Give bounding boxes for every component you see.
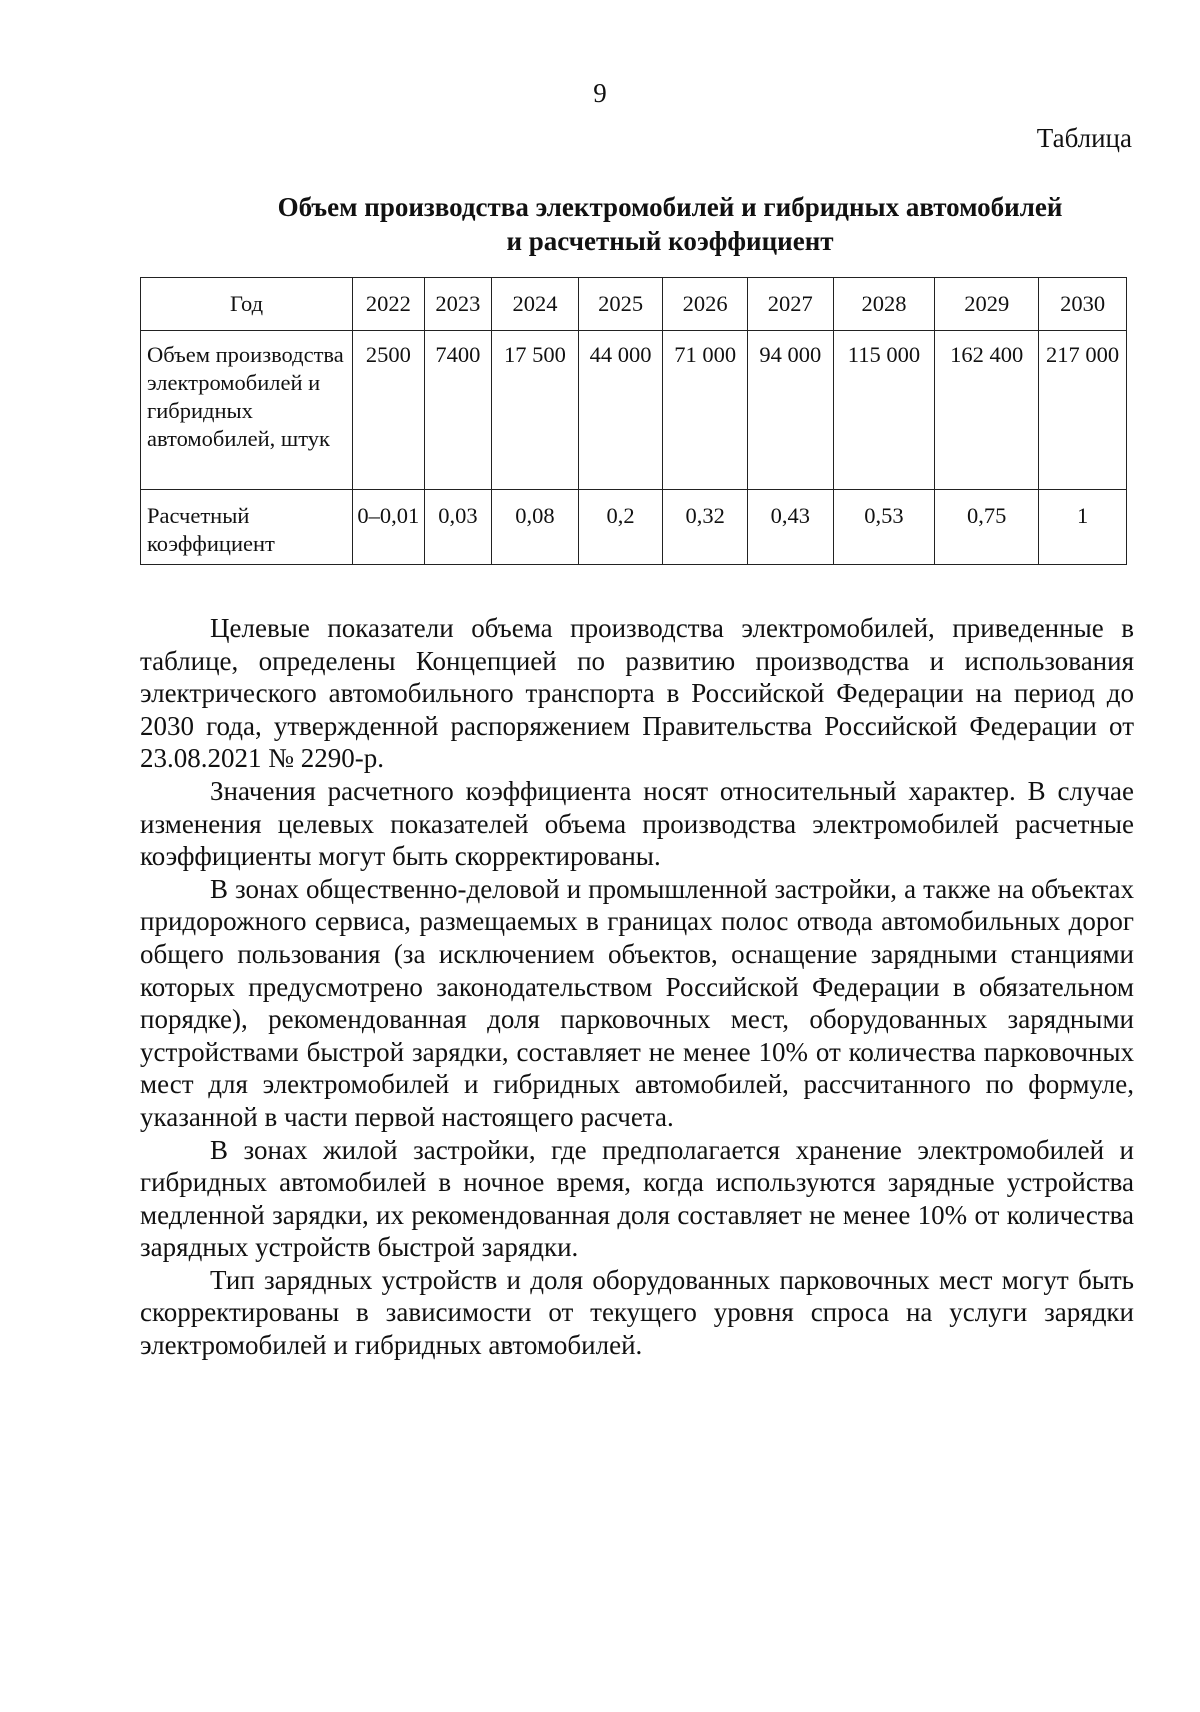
table-cell: 0–0,01	[352, 490, 424, 565]
table-cell: 44 000	[578, 331, 663, 490]
production-table	[140, 277, 1127, 565]
page-number: 9	[593, 78, 607, 108]
paragraph: Целевые показатели объема производства электромобилей, приведенные в таблице, определены Концепцией по развитию производства и использования электрического автомобильного транспорта в Российской Федерации на период до 2030 года, утвержденной распоряжением Правительства Российской Федерации от 23.08.2021 № 2290-р.	[140, 613, 1134, 774]
table-title-line-1: Объем производства электромобилей и гибридных автомобилей	[277, 192, 1063, 222]
table-row-volume	[141, 331, 1127, 490]
table-cell: 71 000	[663, 331, 748, 490]
table-cell: 94 000	[747, 331, 833, 490]
table-cell: 0,32	[663, 490, 748, 565]
table-cell: 0,75	[935, 490, 1039, 565]
header-cell-year: 2024	[492, 278, 579, 331]
table-header-row	[141, 278, 1127, 331]
table-cell: 217 000	[1039, 331, 1127, 490]
table-caption: Таблица	[1036, 123, 1132, 153]
table-title-line-2: и расчетный коэффициент	[506, 226, 834, 256]
row-label-volume: Объем производства электромобилей и гибридных автомобилей, штук	[141, 331, 353, 490]
header-cell-year: 2027	[747, 278, 833, 331]
header-cell-label: Год	[141, 278, 353, 331]
header-cell-year: 2030	[1039, 278, 1127, 331]
table-cell: 7400	[424, 331, 491, 490]
paragraph: Тип зарядных устройств и доля оборудованных парковочных мест могут быть скорректированы в зависимости от текущего уровня спроса на услуги зарядки электромобилей и гибридных автомобилей.	[140, 1264, 1134, 1361]
header-cell-year: 2028	[833, 278, 935, 331]
table-title	[0, 190, 1200, 258]
table-cell: 0,2	[578, 490, 663, 565]
header-cell-year: 2023	[424, 278, 491, 331]
paragraph: В зонах жилой застройки, где предполагается хранение электромобилей и гибридных автомобилей в ночное время, когда используются зарядные устройства медленной зарядки, их рекомендованная доля составляет не менее 10% от количества зарядных устройств быстрой зарядки.	[140, 1134, 1134, 1263]
row-label-coefficient: Расчетный коэффициент	[141, 490, 353, 565]
header-cell-year: 2022	[352, 278, 424, 331]
header-cell-year: 2026	[663, 278, 748, 331]
table-cell: 0,03	[424, 490, 491, 565]
table-row-coefficient	[141, 490, 1127, 565]
paragraph: Значения расчетного коэффициента носят относительный характер. В случае изменения целевых показателей объема производства электромобилей расчетные коэффициенты могут быть скорректированы.	[140, 775, 1134, 872]
table-cell: 2500	[352, 331, 424, 490]
table-cell: 0,53	[833, 490, 935, 565]
table-cell: 17 500	[492, 331, 579, 490]
table-cell: 115 000	[833, 331, 935, 490]
table-cell: 1	[1039, 490, 1127, 565]
body-text	[140, 612, 1134, 1362]
table-cell: 0,08	[492, 490, 579, 565]
header-cell-year: 2029	[935, 278, 1039, 331]
header-cell-year: 2025	[578, 278, 663, 331]
table-cell: 162 400	[935, 331, 1039, 490]
paragraph: В зонах общественно-деловой и промышленной застройки, а также на объектах придорожного сервиса, размещаемых в границах полос отвода автомобильных дорог общего пользования (за исключением объектов, оснащение зарядными станциями которых предусмотрено законодательством Российской Федерации в обязательном порядке), рекомендованная доля парковочных мест, оборудованных зарядными устройствами быстрой зарядки, составляет не менее 10% от количества парковочных мест для электромобилей и гибридных автомобилей, рассчитанного по формуле, указанной в части первой настоящего расчета.	[140, 873, 1134, 1132]
table-cell: 0,43	[747, 490, 833, 565]
